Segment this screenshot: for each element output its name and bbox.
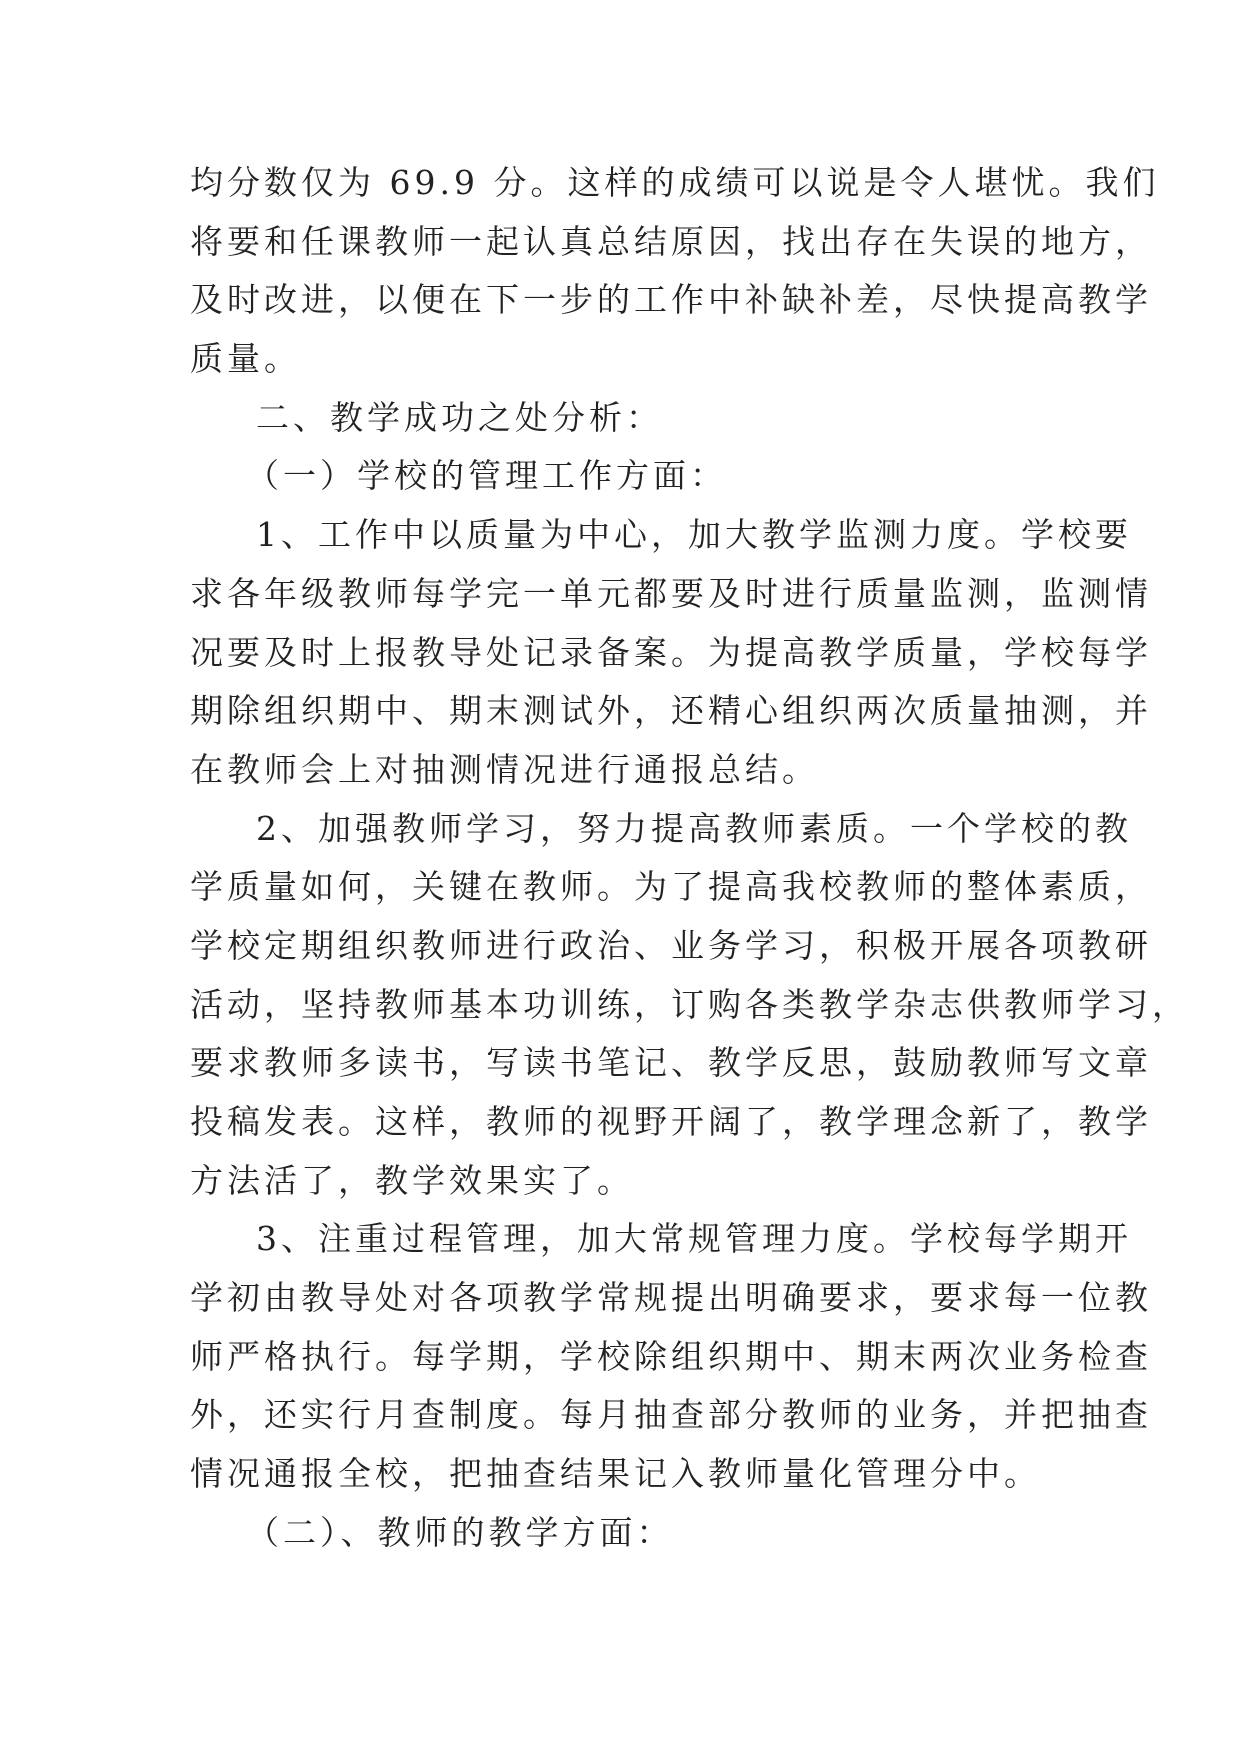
body-text	[190, 154, 1189, 1563]
text-line: 方法活了，教学效果实了。	[190, 1160, 634, 1200]
text-line: 均分数仅为 69.9 分。这样的成绩可以说是令人堪忧。我们	[190, 163, 1160, 202]
text-line: 在教师会上对抽测情况进行通报总结。	[190, 749, 819, 789]
text-line: 学校定期组织教师进行政治、业务学习，积极开展各项教研	[190, 925, 1152, 965]
text-line: 学初由教导处对各项教学常规提出明确要求，要求每一位教	[190, 1278, 1152, 1318]
section-heading: 二、教学成功之处分析：	[256, 397, 663, 437]
text-line: 将要和任课教师一起认真总结原因，找出存在失误的地方，	[190, 221, 1152, 261]
text-line: 质量。	[190, 339, 301, 379]
text-line: 活动，坚持教师基本功训练，订购各类教学杂志供教师学习，	[190, 984, 1189, 1024]
text-line: 况要及时上报教导处记录备案。为提高教学质量，学校每学	[190, 632, 1152, 672]
text-line: 及时改进，以便在下一步的工作中补缺补差，尽快提高教学	[190, 280, 1152, 320]
subsection-heading: （二）、教师的教学方面：	[246, 1512, 674, 1552]
subsection-heading: （一）学校的管理工作方面：	[246, 456, 727, 496]
text-line: 师严格执行。每学期，学校除组织期中、期末两次业务检查	[190, 1336, 1152, 1376]
text-line: 要求教师多读书，写读书笔记、教学反思，鼓励教师写文章	[190, 1043, 1152, 1083]
text-line: 1、工作中以质量为中心，加大教学监测力度。学校要	[256, 515, 1132, 555]
text-line: 期除组织期中、期末测试外，还精心组织两次质量抽测，并	[190, 691, 1152, 731]
text-line: 情况通报全校，把抽查结果记入教师量化管理分中。	[190, 1454, 1041, 1494]
text-line: 外，还实行月查制度。每月抽查部分教师的业务，并把抽查	[190, 1395, 1152, 1435]
text-line: 3、注重过程管理，加大常规管理力度。学校每学期开	[256, 1219, 1132, 1259]
text-line: 2、加强教师学习，努力提高教师素质。一个学校的教	[256, 808, 1132, 848]
text-line: 学质量如何，关键在教师。为了提高我校教师的整体素质，	[190, 867, 1152, 907]
text-line: 求各年级教师每学完一单元都要及时进行质量监测，监测情	[190, 573, 1152, 613]
text-line: 投稿发表。这样，教师的视野开阔了，教学理念新了，教学	[190, 1102, 1152, 1141]
